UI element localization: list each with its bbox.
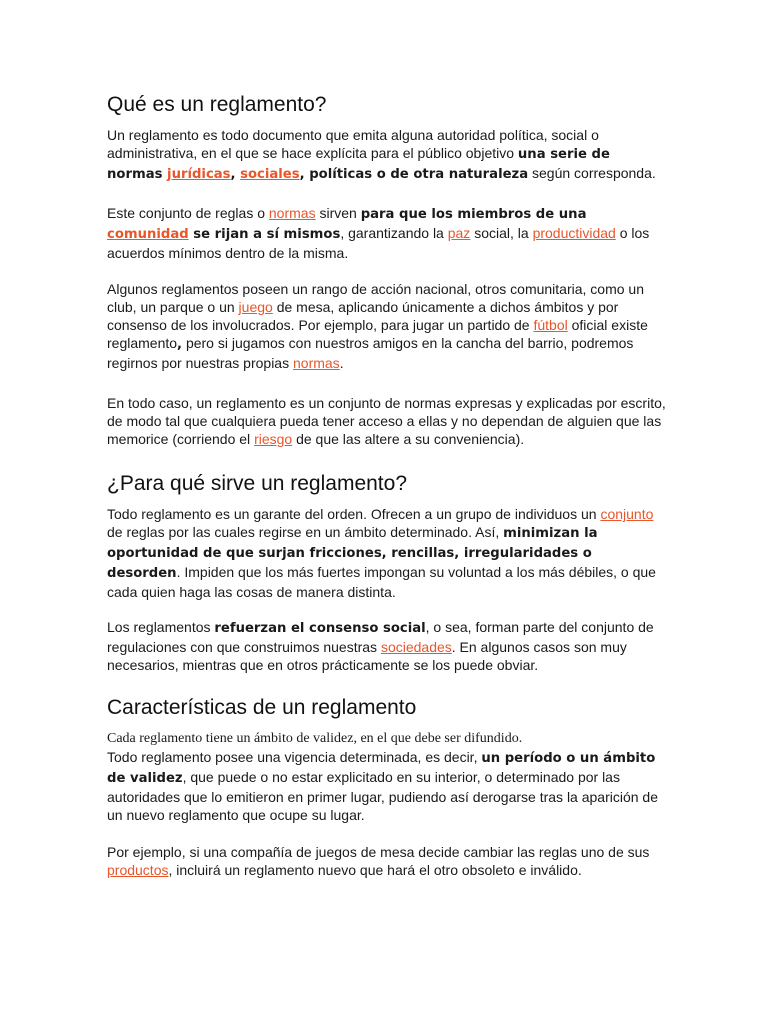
bold-run xyxy=(300,167,529,182)
text-run: . En algunos casos son muy necesarios, mientras que en otros prácticamente se los puede obviar. xyxy=(107,639,627,673)
text-run: Todo reglamento posee una vigencia determinada, es decir, xyxy=(107,749,482,765)
paragraph xyxy=(107,280,667,372)
text-run: Todo reglamento es un garante del orden. Ofrecen a un grupo de individuos un xyxy=(107,506,601,522)
inline-link[interactable]: jurídicas xyxy=(167,167,231,182)
paragraph xyxy=(107,126,667,184)
text-run: En todo caso, un reglamento es un conjunto de normas expresas y explicadas por escrito, de modo tal que cualquiera pueda tener acceso a ellas y no dependan de alguien que las memorice (corriendo el xyxy=(107,395,666,447)
serif-caption: Cada reglamento tiene un ámbito de validez, en el que debe ser difundido. xyxy=(107,731,523,746)
inline-link[interactable]: sociales xyxy=(240,167,300,182)
text-run: según corresponda. xyxy=(528,165,656,181)
bold-run xyxy=(231,167,241,182)
text-run: , o sea, forman parte del conjunto de regulaciones con que construimos nuestras xyxy=(107,619,654,655)
text-run: Los reglamentos xyxy=(107,619,215,635)
text-run: , garantizando la xyxy=(340,225,448,241)
text-run: , incluirá un reglamento nuevo que hará el otro obsoleto e inválido. xyxy=(168,862,582,878)
text-run: Por ejemplo, si una compañía de juegos de mesa decide cambiar las reglas uno de sus xyxy=(107,844,650,860)
bold-run xyxy=(167,167,230,182)
text-run: social, la xyxy=(470,225,533,241)
inline-link[interactable]: productividad xyxy=(532,225,616,241)
paragraph xyxy=(107,843,667,879)
inline-link[interactable]: normas xyxy=(268,205,316,221)
inline-link[interactable]: juego xyxy=(238,299,273,315)
text-run: , xyxy=(230,167,241,182)
bold-run xyxy=(189,227,341,242)
text-run: de mesa, aplicando únicamente a dichos ámbitos y por consenso de los involucrados. Por ejemplo, para jugar un partido de xyxy=(107,299,619,333)
text-run: sirven xyxy=(315,205,361,221)
text-run: para que los miembros de una xyxy=(360,207,587,222)
text-run: refuerzan el consenso social xyxy=(214,621,426,636)
text-run: de reglas por las cuales regirse en un ámbito determinado. Así, xyxy=(107,524,504,540)
inline-link[interactable]: conjunto xyxy=(600,506,654,522)
inline-link[interactable]: riesgo xyxy=(254,431,293,447)
paragraph xyxy=(107,505,667,601)
bold-run xyxy=(214,621,425,636)
paragraph xyxy=(107,204,667,262)
text-run: . Impiden que los más fuertes impongan su voluntad a los más débiles, o que cada quien haga las cosas de manera distinta. xyxy=(107,564,656,600)
text-run: , xyxy=(177,337,183,352)
section-heading: Características de un reglamento xyxy=(107,696,417,719)
inline-link[interactable]: sociedades xyxy=(380,639,452,655)
text-run: minimizan la oportunidad de que surjan fricciones, rencillas, irregularidades o desorden xyxy=(107,526,598,581)
text-run: , que puede o no estar explicitado en su interior, o determinado por las autoridades que lo emitieron en primer lugar, pudiendo así derogarse tras la aparición de un nuevo reglamento que ocupe su lugar. xyxy=(107,769,659,823)
text-run: una serie de normas xyxy=(107,147,610,182)
text-run: . xyxy=(339,355,344,371)
text-run: de que las altere a su conveniencia). xyxy=(292,431,525,447)
text-run: o los acuerdos mínimos dentro de la misma. xyxy=(107,225,650,261)
text-run: un período o un ámbito de validez xyxy=(107,751,656,786)
text-run: pero si jugamos con nuestros amigos en la cancha del barrio, podremos regirnos por nuestras propias xyxy=(107,335,634,371)
inline-link[interactable]: paz xyxy=(447,225,471,241)
text-run: , políticas o de otra naturaleza xyxy=(299,167,529,182)
text-run: Un reglamento es todo documento que emita alguna autoridad política, social o administrativa, en el que se hace explícita para el público objetivo xyxy=(107,127,599,161)
inline-link[interactable]: productos xyxy=(107,862,169,878)
paragraph xyxy=(107,394,667,448)
inline-link[interactable]: fútbol xyxy=(533,317,568,333)
bold-run xyxy=(361,207,587,222)
section-heading: Qué es un reglamento? xyxy=(107,93,327,116)
text-run: se rijan a sí mismos xyxy=(188,227,341,242)
text-run: Este conjunto de reglas o xyxy=(107,205,269,221)
inline-link[interactable]: comunidad xyxy=(107,227,189,242)
bold-run xyxy=(107,227,189,242)
section-heading: ¿Para qué sirve un reglamento? xyxy=(107,472,407,495)
bold-run xyxy=(240,167,299,182)
paragraph xyxy=(107,618,667,674)
text-run: oficial existe reglamento xyxy=(107,317,648,351)
inline-link[interactable]: normas xyxy=(293,355,340,371)
paragraph xyxy=(107,748,667,824)
text-run: Algunos reglamentos poseen un rango de acción nacional, otros comunitaria, como un club, un parque o un xyxy=(107,281,644,315)
